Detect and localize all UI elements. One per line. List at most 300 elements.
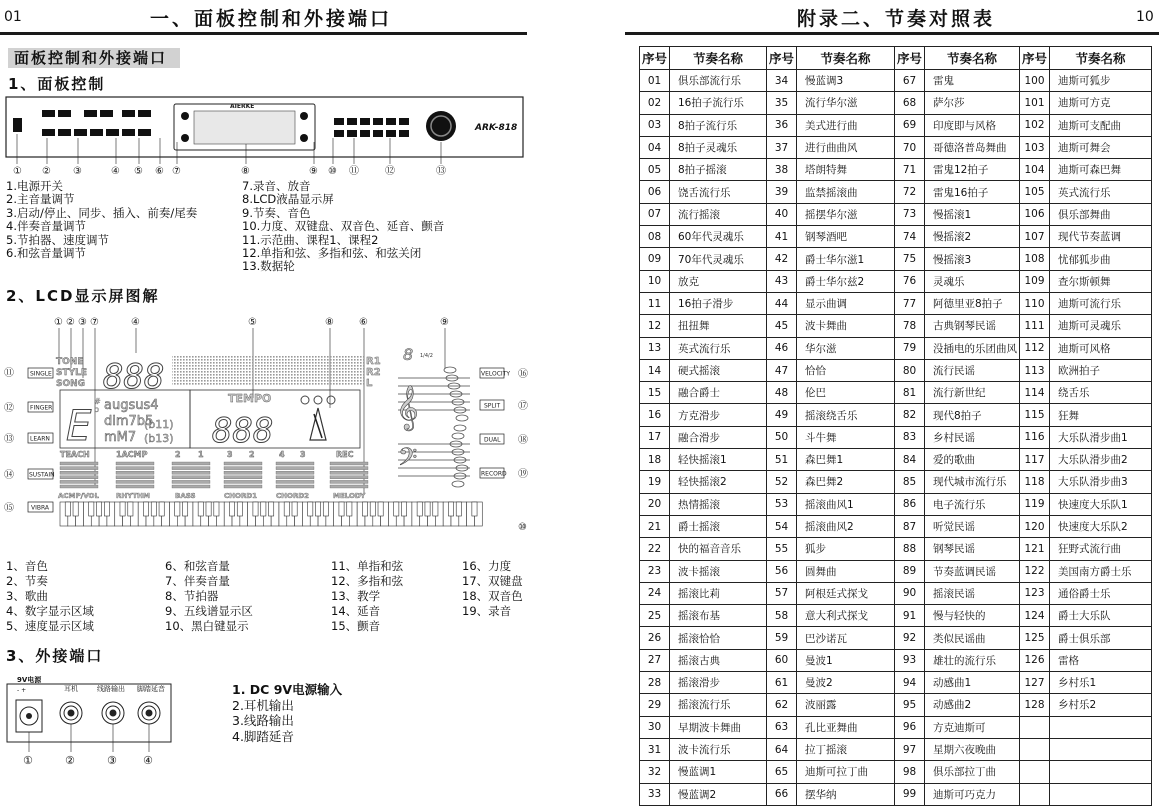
rhythm-name: 爵士华尔兹2 (797, 270, 895, 292)
rhythm-name: 现代8拍子 (925, 404, 1020, 426)
rhythm-number: 45 (767, 315, 797, 337)
black-key (65, 502, 70, 516)
rhythm-name: 8拍子摇滚 (670, 159, 767, 181)
black-key (378, 502, 383, 516)
black-key (237, 502, 242, 516)
rhythm-name: 摇滚布基 (670, 605, 767, 627)
rhythm-number: 89 (895, 560, 925, 582)
bass-clef-icon: 𝄢 (398, 443, 418, 478)
lcd-side-num-18: ⑱ (518, 435, 528, 446)
volume-bar-segment (116, 467, 154, 470)
lcd-track-melody: MELODY (333, 492, 366, 500)
rhythm-name: 美式进行曲 (797, 114, 895, 136)
volume-bar-segment (224, 462, 262, 465)
lcd-song: SONG (56, 379, 86, 389)
rhythm-name: 阿根廷式探戈 (797, 582, 895, 604)
rhythm-name: 摇滚流行乐 (670, 694, 767, 716)
rhythm-name: 硬式摇滚 (670, 359, 767, 381)
rhythm-number: 07 (640, 203, 670, 225)
rhythm-number: 10 (640, 270, 670, 292)
legend-item: 14、延音 (331, 604, 381, 618)
control-item: 1.电源开关 (6, 179, 63, 193)
rhythm-name: 轻快摇滚1 (670, 449, 767, 471)
panel-model: ARK-818 (475, 123, 518, 133)
port-label-power: 9V电源 (17, 676, 42, 684)
rhythm-number: 12 (640, 315, 670, 337)
rhythm-name: 轻快摇滚2 (670, 471, 767, 493)
lcd-track-acmpvol: ACMP/VOL (58, 492, 99, 500)
black-key (456, 502, 461, 516)
rhythm-number: 56 (767, 560, 797, 582)
rhythm-name: 哥德洛普岛舞曲 (925, 136, 1020, 158)
rhythm-number: 34 (767, 70, 797, 92)
controls-right-list (242, 180, 444, 274)
rhythm-name: 爱的歌曲 (925, 449, 1020, 471)
rhythm-name: 迪斯可流行乐 (1050, 292, 1152, 314)
rhythm-name: 爵士华尔滋1 (797, 248, 895, 270)
lcd-track-chord2: CHORD2 (276, 492, 310, 500)
rhythm-name: 迪斯可支配曲 (1050, 114, 1152, 136)
rhythm-name: 放克 (670, 270, 767, 292)
rhythm-name: 巴沙诺瓦 (797, 627, 895, 649)
legend-item: 11、单指和弦 (331, 559, 404, 573)
rhythm-number: 20 (640, 493, 670, 515)
lcd-callout-10: ⑩ (518, 522, 527, 533)
rhythm-number: 01 (640, 70, 670, 92)
rhythm-name: 爵士摇滚 (670, 515, 767, 537)
port-item: 4.脚踏延音 (232, 728, 294, 744)
panel-callout-6: ⑥ (155, 166, 164, 177)
rhythm-number: 105 (1020, 181, 1050, 203)
black-key (417, 502, 422, 516)
lcd-chord-sharp: # (94, 397, 101, 406)
rhythm-name: 拉丁摇滚 (797, 738, 895, 760)
panel-callout-2: ② (42, 166, 51, 177)
lcd-chord-mm7: mM7 (104, 430, 137, 445)
panel-callout-11: ⑪ (349, 166, 359, 177)
rhythm-number: 120 (1020, 515, 1050, 537)
lcd-side-num-16: ⑯ (518, 369, 528, 380)
rhythm-name: 摇滚滑步 (670, 672, 767, 694)
volume-bar-segment (224, 480, 262, 483)
rhythm-number: 104 (1020, 159, 1050, 181)
lcd-legend-col-3 (331, 559, 403, 634)
rhythm-number: 70 (895, 136, 925, 158)
table-row (640, 159, 1152, 181)
port-callout-3: ③ (107, 754, 117, 767)
rhythm-name: 忧郁狐步曲 (1050, 248, 1152, 270)
control-item: 12.单指和弦、多指和弦、和弦关闭 (242, 246, 422, 261)
rhythm-number: 31 (640, 738, 670, 760)
control-item: 11.示范曲、课程1、课程2 (242, 232, 379, 247)
lcd-callout-1: ① (54, 317, 63, 328)
rhythm-number: 46 (767, 337, 797, 359)
table-row (640, 783, 1152, 805)
rhythm-number: 33 (640, 783, 670, 805)
rhythm-number: 35 (767, 92, 797, 114)
rhythm-name: 狂舞 (1050, 404, 1152, 426)
controls-left-list (6, 180, 197, 260)
rhythm-number: 117 (1020, 449, 1050, 471)
rhythm-name: 热情摇滚 (670, 493, 767, 515)
rhythm-number: 41 (767, 226, 797, 248)
rhythm-number: 97 (895, 738, 925, 760)
rhythm-name: 快速度大乐队2 (1050, 515, 1152, 537)
rhythm-number: 111 (1020, 315, 1050, 337)
rhythm-name: 流行摇滚 (670, 203, 767, 225)
rhythm-number: 128 (1020, 694, 1050, 716)
rhythm-number: 125 (1020, 627, 1050, 649)
rhythm-number: 04 (640, 136, 670, 158)
rhythm-name: 钢琴民谣 (925, 538, 1020, 560)
table-row (640, 226, 1152, 248)
panel-lcd-screen (194, 111, 295, 144)
rhythm-name: 摇滚恰恰 (670, 627, 767, 649)
rhythm-name: 现代节奏蓝调 (1050, 226, 1152, 248)
rhythm-name: 雄壮的流行乐 (925, 649, 1020, 671)
black-key (448, 502, 453, 516)
rhythm-number: 73 (895, 203, 925, 225)
rhythm-name: 慢蓝调2 (670, 783, 767, 805)
rhythm-number: 53 (767, 493, 797, 515)
lcd-side-label-dual: DUAL (484, 436, 501, 444)
volume-bar-segment (116, 480, 154, 483)
lcd-teach: TEACH (60, 450, 90, 459)
port-item: 2.耳机输出 (232, 697, 294, 713)
rhythm-name: 流行新世纪 (925, 382, 1020, 404)
rhythm-number: 107 (1020, 226, 1050, 248)
rhythm-number: 66 (767, 783, 797, 805)
rhythm-name: 听觉民谣 (925, 515, 1020, 537)
volume-bar-segment (172, 462, 210, 465)
legend-item: 12、多指和弦 (331, 574, 404, 588)
rhythm-name: 迪斯可风格 (1050, 337, 1152, 359)
legend-item: 8、节拍器 (165, 589, 219, 603)
table-row (640, 248, 1152, 270)
rhythm-name: 方克滑步 (670, 404, 767, 426)
lcd-keyboard (60, 502, 482, 526)
lcd-legend-col-2 (165, 559, 253, 634)
volume-bar-segment (276, 471, 314, 474)
rhythm-number: 39 (767, 181, 797, 203)
rhythm-name: 钢琴酒吧 (797, 226, 895, 248)
rhythm-number: 79 (895, 337, 925, 359)
black-key (284, 502, 289, 516)
panel-callouts (13, 165, 446, 177)
rhythm-number: 74 (895, 226, 925, 248)
rhythm-number: 127 (1020, 672, 1050, 694)
col-header-name: 节奏名称 (797, 47, 895, 70)
rhythm-name: 慢蓝调1 (670, 761, 767, 783)
rhythm-number: 57 (767, 582, 797, 604)
rhythm-number: 18 (640, 449, 670, 471)
legend-item: 6、和弦音量 (165, 559, 230, 573)
rhythm-number: 99 (895, 783, 925, 805)
volume-bar-segment (172, 471, 210, 474)
port-item: 3.线路输出 (232, 713, 294, 728)
rhythm-name: 印度即与风格 (925, 114, 1020, 136)
rhythm-number: 14 (640, 359, 670, 381)
rhythm-number: 06 (640, 181, 670, 203)
legend-item: 10、黑白键显示 (165, 619, 249, 633)
rhythm-number: 37 (767, 136, 797, 158)
black-key (315, 502, 320, 516)
rhythm-name: 摇滚绕舌乐 (797, 404, 895, 426)
rhythm-name: 8拍子灵魂乐 (670, 136, 767, 158)
rhythm-number: 85 (895, 471, 925, 493)
rhythm-number: 11 (640, 292, 670, 314)
rhythm-name: 萨尔莎 (925, 92, 1020, 114)
rhythm-number: 106 (1020, 203, 1050, 225)
legend-item: 4、数字显示区域 (6, 604, 94, 618)
rhythm-name: 英式流行乐 (1050, 181, 1152, 203)
volume-bar-segment (172, 485, 210, 488)
lcd-track-num-5: 4 (279, 450, 285, 459)
rhythm-number: 87 (895, 515, 925, 537)
port-label-headphone: 耳机 (64, 685, 78, 693)
rhythm-name: 意大利式探戈 (797, 605, 895, 627)
table-row (640, 716, 1152, 738)
rhythm-name: 类似民谣曲 (925, 627, 1020, 649)
rhythm-number: 44 (767, 292, 797, 314)
col-header-name: 节奏名称 (925, 47, 1020, 70)
lcd-r2: R2 (366, 367, 381, 378)
lcd-track-bass: BASS (175, 492, 196, 500)
volume-bar-segment (116, 476, 154, 479)
lcd-side-num-14: ⑭ (4, 470, 14, 481)
control-item: 5.节拍器、速度调节 (6, 232, 109, 247)
rhythm-number: 126 (1020, 649, 1050, 671)
black-key (198, 502, 203, 516)
rhythm-number: 69 (895, 114, 925, 136)
rhythm-number: 26 (640, 627, 670, 649)
rhythm-name: 迪斯可森巴舞 (1050, 159, 1152, 181)
rhythm-number: 100 (1020, 70, 1050, 92)
black-key (347, 502, 352, 516)
rhythm-number: 29 (640, 694, 670, 716)
black-key (206, 502, 211, 516)
table-row (640, 181, 1152, 203)
staff-8va-icon: 8 (403, 345, 414, 364)
rhythm-number: 58 (767, 605, 797, 627)
black-key (269, 502, 274, 516)
table-row (640, 426, 1152, 448)
volume-bar-segment (276, 485, 314, 488)
black-key (253, 502, 258, 516)
lcd-style: STYLE (56, 368, 88, 378)
rhythm-name: 摆华纳 (797, 783, 895, 805)
rhythm-name: 波卡舞曲 (797, 315, 895, 337)
legend-item: 17、双键盘 (462, 574, 523, 588)
col-header-no: 序号 (895, 47, 925, 70)
rhythm-number: 28 (640, 672, 670, 694)
rhythm-number: 21 (640, 515, 670, 537)
rhythm-number: 42 (767, 248, 797, 270)
rhythm-number: 102 (1020, 114, 1050, 136)
rhythm-number: 109 (1020, 270, 1050, 292)
panel-callout-4: ④ (111, 166, 120, 177)
table-row (640, 270, 1152, 292)
rhythm-number: 118 (1020, 471, 1050, 493)
black-key (128, 502, 133, 516)
rhythm-number: 124 (1020, 605, 1050, 627)
rhythm-number: 22 (640, 538, 670, 560)
rhythm-name: 狂野式流行曲 (1050, 538, 1152, 560)
rhythm-number: 08 (640, 226, 670, 248)
rhythm-number: 55 (767, 538, 797, 560)
table-row (640, 649, 1152, 671)
volume-bar-segment (330, 476, 368, 479)
rhythm-number: 82 (895, 404, 925, 426)
lcd-l: L (366, 378, 373, 389)
volume-bar-segment (60, 462, 98, 465)
volume-bar-segment (330, 462, 368, 465)
rhythm-number (1020, 783, 1050, 805)
lcd-rec: REC (336, 450, 354, 459)
lcd-track-num-1: 2 (175, 450, 181, 459)
lcd-chord-augsus4: augsus4 (104, 398, 159, 413)
rhythm-name: 欧洲拍子 (1050, 359, 1152, 381)
volume-bar-segment (330, 480, 368, 483)
rhythm-name: 波卡流行乐 (670, 738, 767, 760)
rhythm-number: 48 (767, 382, 797, 404)
ports-diagram (6, 676, 176, 768)
rhythm-name: 流行民谣 (925, 359, 1020, 381)
rhythm-name: 乡村民谣 (925, 426, 1020, 448)
rhythm-number (1020, 716, 1050, 738)
rhythm-number: 112 (1020, 337, 1050, 359)
rhythm-name: 显示曲调 (797, 292, 895, 314)
lcd-r1: R1 (366, 356, 381, 367)
table-row (640, 382, 1152, 404)
table-row (640, 70, 1152, 92)
rhythm-name: 俱乐部舞曲 (1050, 203, 1152, 225)
legend-item: 18、双音色 (462, 589, 523, 603)
lcd-track-num-3: 3 (227, 450, 233, 459)
black-key (97, 502, 102, 516)
port-item: 1. DC 9V电源输入 (232, 682, 343, 697)
rhythm-name: 16拍子流行乐 (670, 92, 767, 114)
rhythm-table (639, 46, 1152, 806)
rhythm-number: 71 (895, 159, 925, 181)
port-callout-2: ② (65, 754, 75, 767)
port-callout-1: ① (23, 754, 33, 767)
rhythm-name: 雷鬼16拍子 (925, 181, 1020, 203)
rhythm-number: 27 (640, 649, 670, 671)
rhythm-number: 96 (895, 716, 925, 738)
legend-item: 15、颤音 (331, 619, 381, 633)
rhythm-number: 103 (1020, 136, 1050, 158)
lcd-tempo-label: TEMPO (228, 392, 272, 405)
rhythm-name: 迪斯可方克 (1050, 92, 1152, 114)
table-row (640, 315, 1152, 337)
lcd-track-chord1: CHORD1 (224, 492, 258, 500)
rhythm-name: 饶舌流行乐 (670, 181, 767, 203)
rhythm-name: 大乐队滑步曲2 (1050, 449, 1152, 471)
col-header-name: 节奏名称 (1050, 47, 1152, 70)
legend-item: 1、音色 (6, 559, 48, 573)
legend-item: 5、速度显示区域 (6, 619, 94, 633)
rhythm-name: 英式流行乐 (670, 337, 767, 359)
rhythm-name: 融合爵士 (670, 382, 767, 404)
rhythm-name: 慢摇滚2 (925, 226, 1020, 248)
rhythm-number: 65 (767, 761, 797, 783)
volume-bar-segment (60, 471, 98, 474)
rhythm-number (1020, 738, 1050, 760)
rhythm-number: 30 (640, 716, 670, 738)
lcd-callout-8: ⑧ (325, 317, 334, 328)
rhythm-name: 爵士大乐队 (1050, 605, 1152, 627)
left-page-title: 一、面板控制和外接端口 (150, 8, 393, 30)
table-row (640, 627, 1152, 649)
lcd-callout-7: ⑦ (90, 317, 99, 328)
staff-mark: 1/4/2 (420, 353, 433, 359)
rhythm-name: 曼波2 (797, 672, 895, 694)
volume-bar-segment (172, 467, 210, 470)
col-header-no: 序号 (640, 47, 670, 70)
lcd-side-label-vibra: VIBRA (31, 504, 50, 512)
table-row (640, 605, 1152, 627)
table-row (640, 114, 1152, 136)
lcd-chord-letter: E (66, 401, 92, 450)
table-row (640, 337, 1152, 359)
rhythm-number: 67 (895, 70, 925, 92)
rhythm-name: 乡村乐1 (1050, 672, 1152, 694)
rhythm-number: 93 (895, 649, 925, 671)
rhythm-name: 波卡摇滚 (670, 560, 767, 582)
rhythm-number: 24 (640, 582, 670, 604)
rhythm-name: 方克迪斯可 (925, 716, 1020, 738)
volume-bar-segment (276, 480, 314, 483)
black-key (394, 502, 399, 516)
rhythm-name: 快速度大乐队1 (1050, 493, 1152, 515)
black-key (362, 502, 367, 516)
lcd-side-num-13: ⑬ (4, 434, 14, 445)
rhythm-name: 监禁摇滚曲 (797, 181, 895, 203)
rhythm-number: 32 (640, 761, 670, 783)
lcd-side-label-split: SPLIT (484, 402, 501, 410)
lcd-callout-2: ② (66, 317, 75, 328)
section-bar: 面板控制和外接端口 (8, 48, 180, 68)
rhythm-number: 80 (895, 359, 925, 381)
panel-callout-7: ⑦ (172, 166, 181, 177)
black-key (401, 502, 406, 516)
treble-clef-icon: 𝄞 (396, 385, 419, 429)
rhythm-number (1020, 761, 1050, 783)
ports-heading: 3、外接端口 (6, 647, 104, 665)
staff-display (396, 345, 470, 487)
left-title-rule (0, 32, 527, 35)
port-polarity: - + (17, 687, 27, 694)
rhythm-number: 91 (895, 605, 925, 627)
rhythm-number: 76 (895, 270, 925, 292)
rhythm-number: 63 (767, 716, 797, 738)
rhythm-name: 爵士俱乐部 (1050, 627, 1152, 649)
legend-item: 19、录音 (462, 604, 512, 618)
black-key (159, 502, 164, 516)
volume-bar-segment (330, 471, 368, 474)
volume-bar-segment (330, 485, 368, 488)
rhythm-number: 113 (1020, 359, 1050, 381)
rhythm-name: 大乐队滑步曲3 (1050, 471, 1152, 493)
control-item: 13.数据轮 (242, 259, 295, 274)
rhythm-name: 摇摆华尔滋 (797, 203, 895, 225)
rhythm-name: 绕舌乐 (1050, 382, 1152, 404)
black-key (370, 502, 375, 516)
rhythm-name: 动感曲1 (925, 672, 1020, 694)
legend-item: 3、歌曲 (6, 589, 48, 603)
rhythm-name: 融合滑步 (670, 426, 767, 448)
